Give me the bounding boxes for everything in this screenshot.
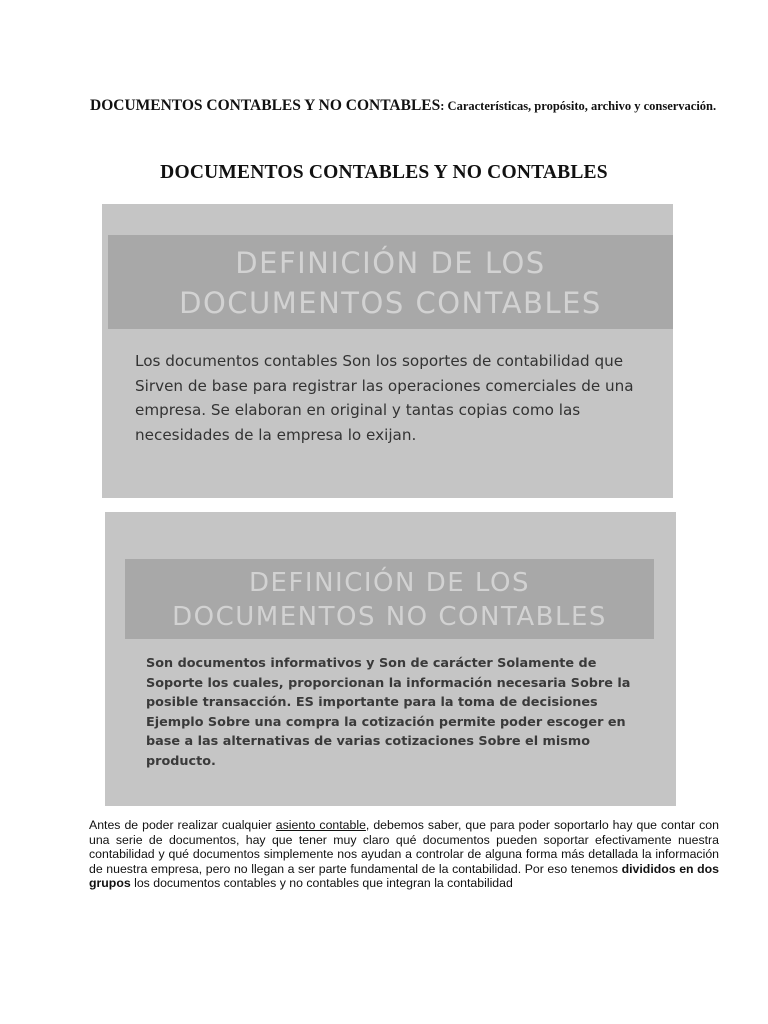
definition-card-no-contables bbox=[105, 512, 676, 806]
header-main-title: DOCUMENTOS CONTABLES Y NO CONTABLES bbox=[90, 97, 441, 114]
banner-line-2: DOCUMENTOS CONTABLES bbox=[179, 286, 602, 320]
card-text: Son documentos informativos y Son de carácter Solamente de Soporte los cuales, proporcionan la información necesaria Sobre la posible transacción. ES importante para la toma de decisiones Ejemplo Sobre una compra la cotización permite poder escoger en base a las alternativas de varias cotizaciones Sobre el mismo producto. bbox=[146, 656, 631, 769]
banner-line-2: DOCUMENTOS NO CONTABLES bbox=[172, 602, 607, 632]
page-title: DOCUMENTOS CONTABLES Y NO CONTABLES bbox=[160, 162, 608, 183]
header-subtitle: : Características, propósito, archivo y conservación. bbox=[440, 99, 717, 113]
paragraph-bold-text: divididos en dos grupos bbox=[89, 861, 719, 891]
paragraph-part-1: Antes de poder realizar cualquier bbox=[89, 818, 276, 832]
banner-line-1: DEFINICIÓN DE LOS bbox=[235, 246, 546, 280]
card-text: Los documentos contables Son los soportes de contabilidad que Sirven de base para registrar las operaciones comerciales de una empresa. Se elaboran en original y tantas copias como las necesidades de la empresa lo exijan. bbox=[135, 352, 634, 444]
card-banner bbox=[125, 559, 654, 639]
banner-line-1: DEFINICIÓN DE LOS bbox=[249, 568, 530, 598]
paragraph-part-3: los documentos contables y no contables que integran la contabilidad bbox=[130, 876, 513, 891]
definition-card-contables bbox=[102, 204, 673, 498]
body-paragraph bbox=[89, 818, 719, 891]
card-banner bbox=[108, 235, 673, 329]
document-header bbox=[90, 98, 718, 114]
paragraph-part-2: , debemos saber, que para poder soportarlo hay que contar con una serie de documentos, hay que tener muy claro qué documentos pueden soportar efectivamente nuestra contabilidad y qué documentos simplemente nos ayudan a controlar de alguna forma más detallada la información de nuestra empresa, pero no llegan a ser parte fundamental de la contabilidad. Por eso tenemos bbox=[89, 818, 719, 876]
asiento-contable-link[interactable]: asiento contable bbox=[275, 818, 366, 832]
